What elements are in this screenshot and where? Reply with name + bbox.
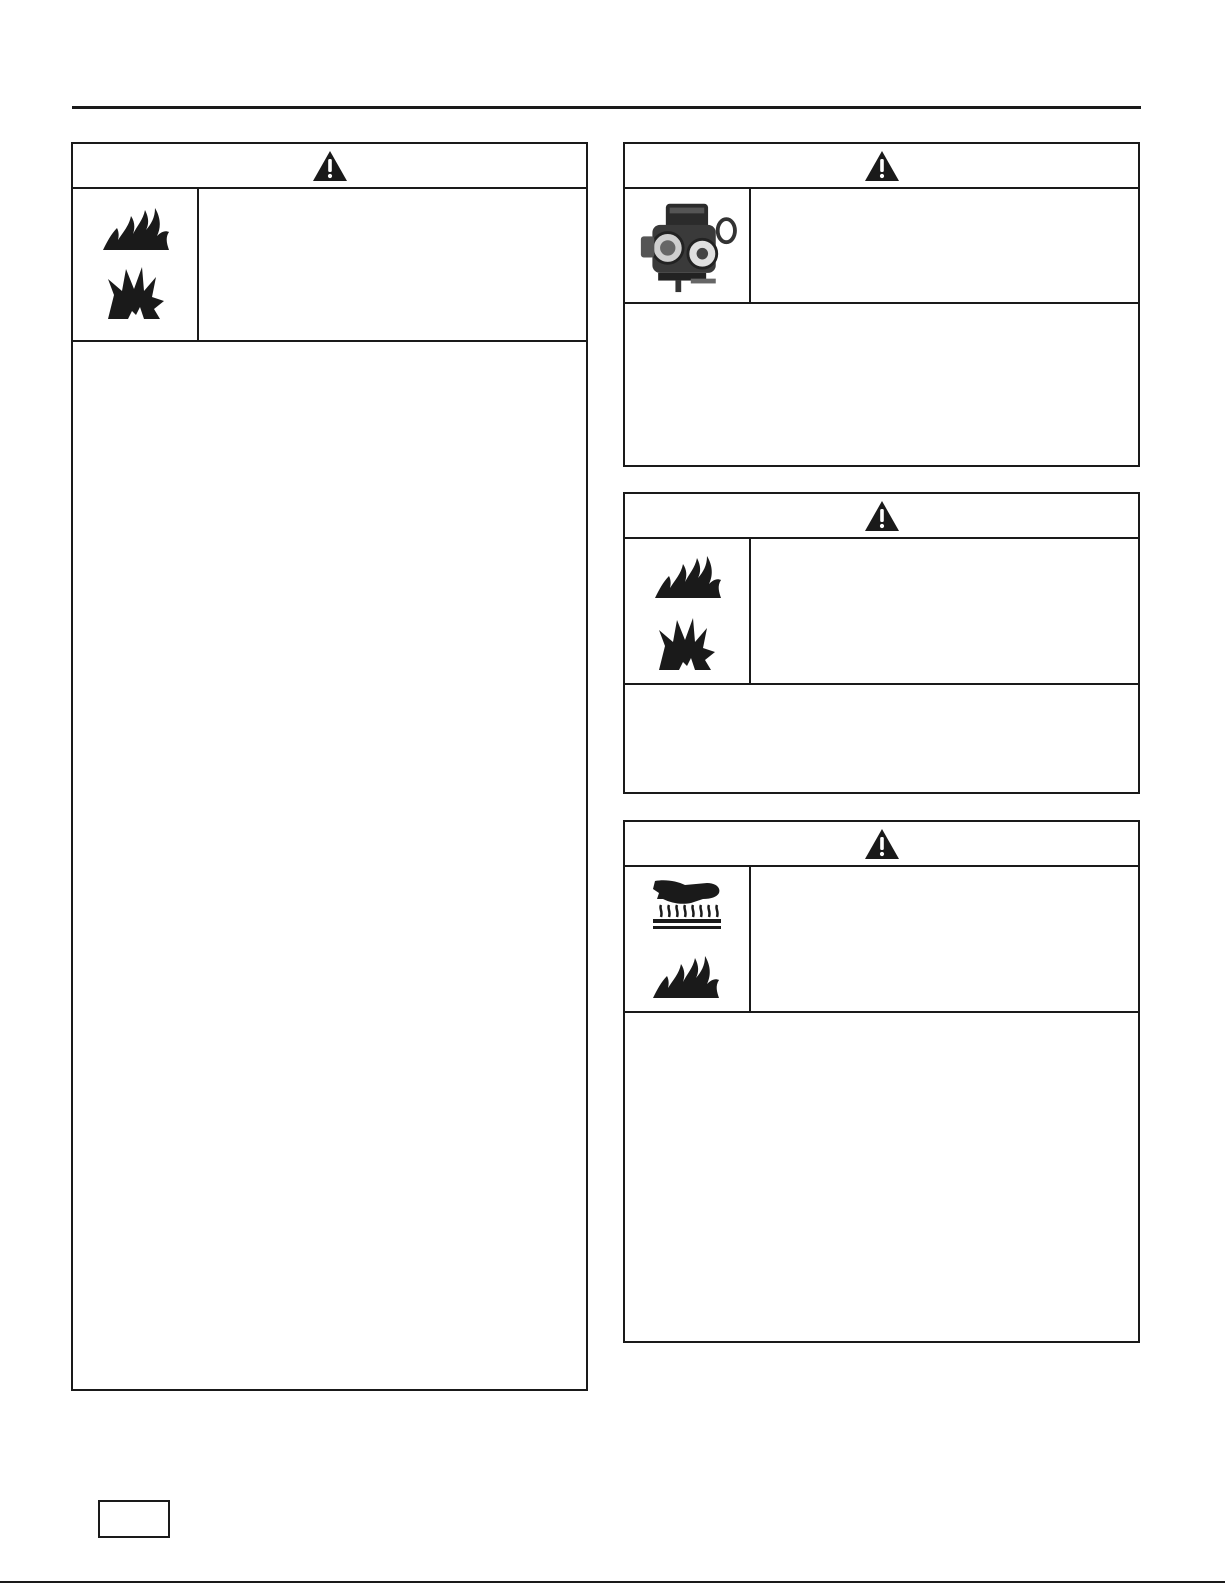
fire-icon <box>101 202 171 252</box>
warning-box-engine <box>623 142 1140 467</box>
warning-body <box>625 1013 1138 1341</box>
warning-header <box>625 144 1138 189</box>
explosion-icon <box>657 616 717 672</box>
hazard-icon-cell <box>625 539 751 685</box>
warning-body <box>73 342 586 1389</box>
alert-triangle-icon <box>312 150 348 182</box>
fire-icon <box>651 950 721 1000</box>
footer-rule <box>0 1581 1225 1583</box>
warning-box-fire-explosion <box>71 142 588 1391</box>
hazard-icon-cell <box>625 867 751 1013</box>
hazard-message-cell <box>749 539 1138 685</box>
header-rule <box>72 106 1141 109</box>
engine-icon <box>633 198 739 294</box>
warning-header <box>73 144 586 189</box>
warning-body <box>625 304 1138 465</box>
hazard-message-cell <box>749 189 1138 304</box>
fire-icon <box>653 550 723 600</box>
warning-header <box>625 822 1138 867</box>
hazard-message-cell <box>197 189 586 342</box>
alert-triangle-icon <box>864 828 900 860</box>
hazard-message-cell <box>749 867 1138 1013</box>
alert-triangle-icon <box>864 500 900 532</box>
warning-box-fire-explosion <box>623 492 1140 794</box>
hot-surface-icon <box>651 877 723 937</box>
page-number-box <box>98 1500 170 1538</box>
explosion-icon <box>106 265 166 321</box>
hazard-icon-cell <box>73 189 199 342</box>
warning-box-hot-surface <box>623 820 1140 1343</box>
alert-triangle-icon <box>864 150 900 182</box>
warning-body <box>625 685 1138 792</box>
warning-header <box>625 494 1138 539</box>
hazard-icon-cell <box>625 189 751 304</box>
